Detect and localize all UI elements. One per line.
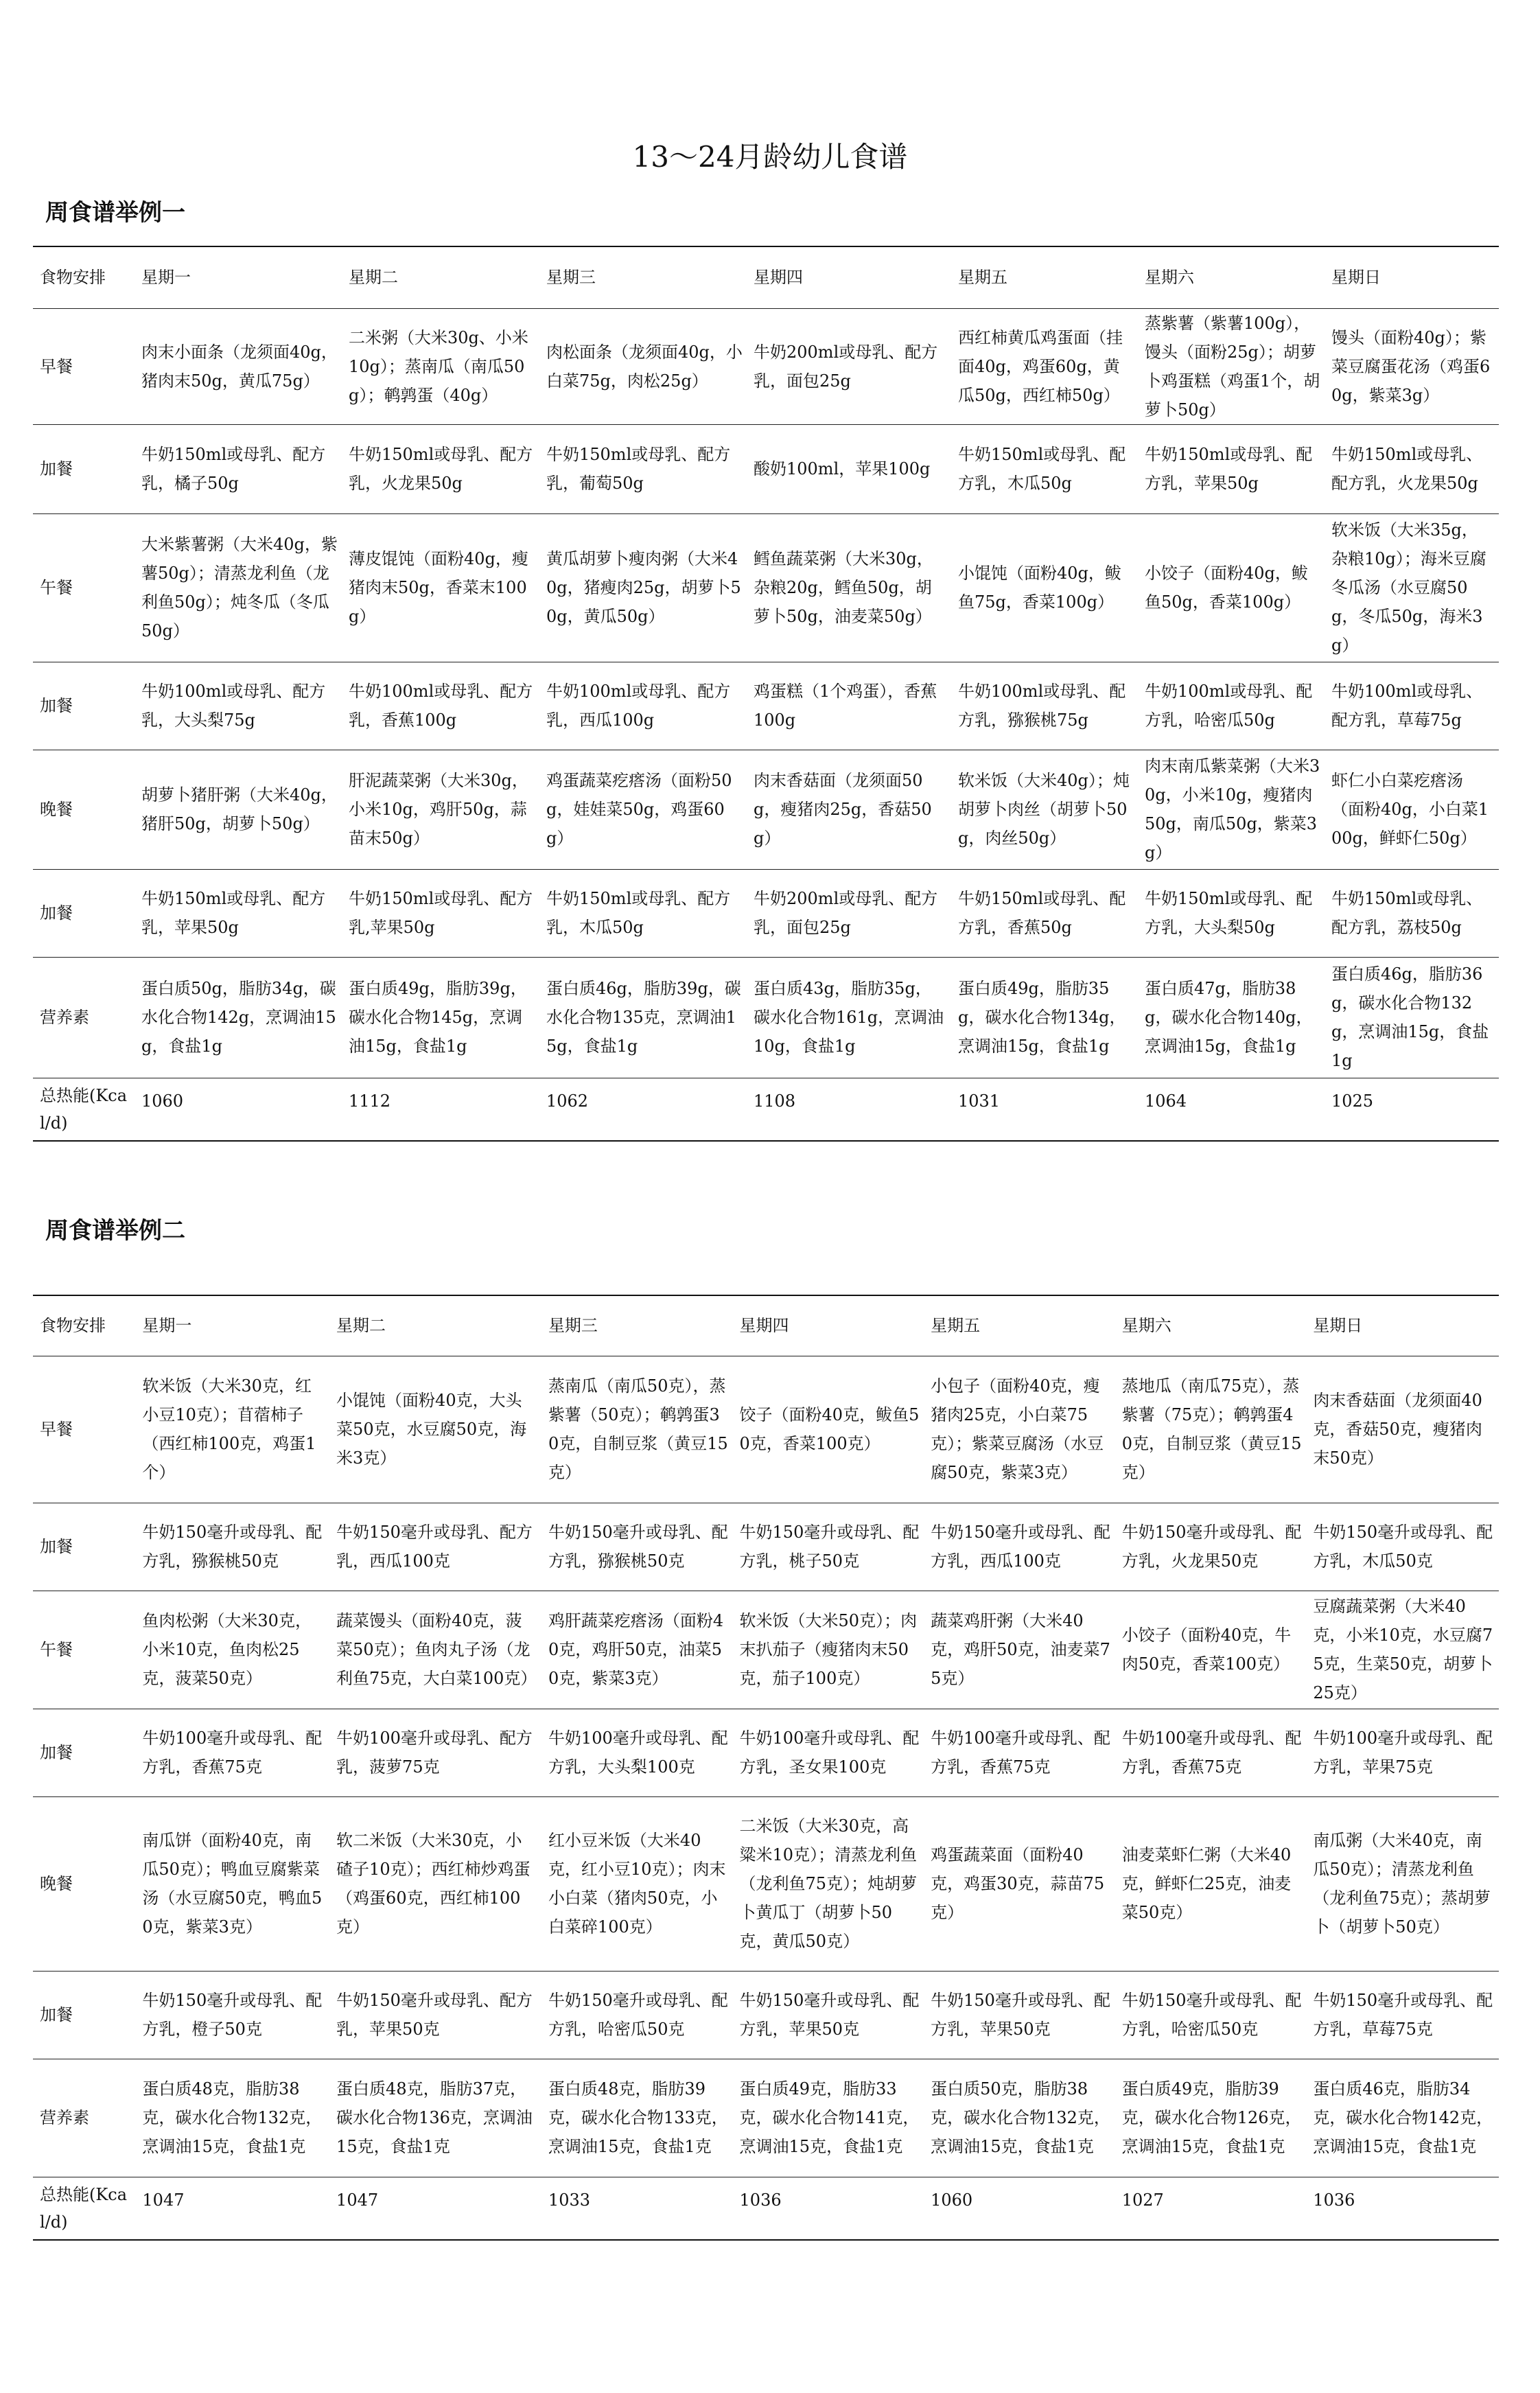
meal-label: 午餐 (40, 578, 73, 597)
header-day-4: 星期四 (754, 268, 803, 288)
table-row (33, 1356, 1499, 1503)
table-row (33, 2177, 1499, 2240)
table-row (33, 2059, 1499, 2177)
meal-label: 晚餐 (40, 1874, 73, 1893)
menu-cell: 牛奶150毫升或母乳、配方乳，草莓75克 (1313, 1991, 1493, 2039)
table-row (33, 1503, 1499, 1591)
meal-label: 加餐 (40, 903, 73, 923)
menu-cell: 西红柿黄瓜鸡蛋面（挂面40g，鸡蛋60g，黄瓜50g，西红柿50g） (958, 327, 1123, 405)
menu-cell: 蛋白质50g，脂肪34g，碳水化合物142g，烹调油15g，食盐1g (141, 979, 336, 1056)
menu-cell: 小饺子（面粉40克，牛肉50克，香菜100克） (1121, 1626, 1292, 1674)
table-row (33, 957, 1499, 1078)
section-title-1: 周食谱举例一 (45, 199, 185, 227)
menu-cell: 蛋白质46g，脂肪36g，碳水化合物132g，烹调油15g，食盐1g (1331, 964, 1489, 1070)
menu-cell: 牛奶150毫升或母乳、配方乳，猕猴桃50克 (142, 1523, 323, 1571)
header-day-7: 星期日 (1313, 1316, 1363, 1336)
menu-cell: 大米紫薯粥（大米40g，紫薯50g）；清蒸龙利鱼（龙利鱼50g）；炖冬瓜（冬瓜50g） (141, 535, 338, 640)
meal-label: 营养素 (40, 1008, 89, 1027)
header-day-5: 星期五 (958, 268, 1007, 288)
menu-cell: 1027 (1121, 2190, 1164, 2210)
menu-cell: 鸡蛋糕（1个鸡蛋），香蕉100g (754, 682, 937, 730)
menu-cell: 牛奶100ml或母乳、配方乳，猕猴桃75g (958, 682, 1126, 730)
menu-cell: 1036 (1313, 2190, 1355, 2210)
header-day-7: 星期日 (1331, 268, 1381, 288)
menu-cell: 牛奶150毫升或母乳、配方乳，哈密瓜50克 (548, 1991, 728, 2039)
menu-cell: 鳕鱼蔬菜粥（大米30g，杂粮20g，鳕鱼50g，胡萝卜50g，油麦菜50g） (754, 549, 933, 626)
menu-cell: 牛奶150ml或母乳、配方乳，香蕉50g (958, 889, 1126, 937)
menu-cell: 牛奶150ml或母乳、配方乳，葡萄50g (546, 445, 731, 493)
menu-cell: 牛奶100毫升或母乳、配方乳，菠萝75克 (336, 1729, 533, 1777)
table-row (33, 1709, 1499, 1796)
menu-cell: 蔬菜馒头（面粉40克，菠菜50克）；鱼肉丸子汤（龙利鱼75克，大白菜100克） (336, 1611, 537, 1688)
menu-cell: 软米饭（大米50克）；肉末扒茄子（瘦猪肉末50克，茄子100克） (739, 1611, 918, 1688)
menu-cell: 蛋白质43g，脂肪35g，碳水化合物161g，烹调油10g，食盐1g (754, 979, 944, 1056)
meal-label: 加餐 (40, 696, 73, 715)
menu-cell: 虾仁小白菜疙瘩汤（面粉40g，小白菜100g，鲜虾仁50g） (1331, 771, 1489, 848)
menu-cell: 牛奶100毫升或母乳、配方乳，圣女果100克 (739, 1729, 920, 1777)
meal-label: 加餐 (40, 459, 73, 478)
menu-cell: 1047 (336, 2190, 379, 2210)
menu-cell: 蛋白质48克，脂肪38克，碳水化合物132克，烹调油15克，食盐1克 (142, 2079, 323, 2156)
menu-cell: 蛋白质49克，脂肪39克，碳水化合物126克，烹调油15克，食盐1克 (1121, 2079, 1302, 2156)
meal-label: 加餐 (40, 1743, 73, 1762)
table-row (33, 1971, 1499, 2059)
menu-cell: 1025 (1331, 1091, 1374, 1111)
menu-cell: 牛奶150毫升或母乳、配方乳，猕猴桃50克 (548, 1523, 728, 1571)
menu-cell: 软米饭（大米30克，红小豆10克）；苜蓿柿子（西红柿100克，鸡蛋1个） (142, 1376, 316, 1482)
menu-cell: 南瓜粥（大米40克，南瓜50克）；清蒸龙利鱼（龙利鱼75克）；蒸胡萝卜（胡萝卜50克） (1313, 1831, 1491, 1937)
table-row (33, 750, 1499, 869)
header-day-2: 星期二 (336, 1316, 386, 1336)
menu-cell: 蛋白质48克，脂肪39克，碳水化合物133克，烹调油15克，食盐1克 (548, 2079, 728, 2156)
menu-cell: 酸奶100ml，苹果100g (754, 459, 931, 478)
menu-cell: 小馄饨（面粉40g，鲅鱼75g，香菜100g） (958, 564, 1121, 612)
menu-cell: 牛奶200ml或母乳、配方乳，面包25g (754, 889, 938, 937)
menu-cell: 油麦菜虾仁粥（大米40克，鲜虾仁25克，油麦菜50克） (1121, 1845, 1292, 1922)
menu-cell: 牛奶150毫升或母乳、配方乳，橙子50克 (142, 1991, 323, 2039)
menu-cell: 蒸南瓜（南瓜50克），蒸紫薯（50克）；鹌鹑蛋30克，自制豆浆（黄豆15克） (548, 1376, 728, 1482)
menu-cell: 1108 (754, 1091, 796, 1111)
menu-cell: 牛奶150毫升或母乳、配方乳，西瓜100克 (931, 1523, 1110, 1571)
menu-cell: 软米饭（大米35g，杂粮10g）；海米豆腐冬瓜汤（水豆腐50g，冬瓜50g，海米3g） (1331, 520, 1486, 655)
table-row (33, 308, 1499, 424)
menu-cell: 肉松面条（龙须面40g，小白菜75g，肉松25g） (546, 342, 743, 391)
menu-cell: 鸡蛋蔬菜疙瘩汤（面粉50g，娃娃菜50g，鸡蛋60g） (546, 771, 732, 848)
table-header-row (33, 246, 1499, 308)
menu-cell: 牛奶100ml或母乳、配方乳，香蕉100g (349, 682, 533, 730)
table-row (33, 424, 1499, 513)
menu-cell: 饺子（面粉40克，鲅鱼50克，香菜100克） (739, 1405, 920, 1453)
menu-cell: 牛奶150毫升或母乳、配方乳，苹果50克 (931, 1991, 1110, 2039)
menu-cell: 蔬菜鸡肝粥（大米40克，鸡肝50克，油麦菜75克） (931, 1611, 1110, 1688)
menu-cell: 鱼肉松粥（大米30克，小米10克，鱼肉松25克，菠菜50克） (142, 1611, 312, 1688)
menu-cell: 牛奶150ml或母乳、配方乳，大头梨50g (1145, 889, 1313, 937)
table-row (33, 869, 1499, 957)
header-day-1: 星期一 (142, 1316, 192, 1336)
menu-cell: 蒸紫薯（紫薯100g），馒头（面粉25g）；胡萝卜鸡蛋糕（鸡蛋1个，胡萝卜50g） (1145, 313, 1320, 419)
menu-cell: 小包子（面粉40克，瘦猪肉25克，小白菜75克）；紫菜豆腐汤（水豆腐50克，紫菜3克） (931, 1376, 1104, 1482)
meal-label: 总热能(Kcal/d) (40, 2184, 128, 2232)
menu-cell: 1062 (546, 1091, 589, 1111)
menu-cell: 蛋白质48克，脂肪37克，碳水化合物136克，烹调油15克，食盐1克 (336, 2079, 533, 2156)
menu-cell: 二米饭（大米30克，高粱米10克）；清蒸龙利鱼（龙利鱼75克）；炖胡萝卜黄瓜丁（胡萝卜50克，黄瓜50克） (739, 1816, 918, 1951)
header-food-arrangement: 食物安排 (40, 268, 106, 288)
menu-cell: 肝泥蔬菜粥（大米30g，小米10g，鸡肝50g，蒜苗末50g） (349, 771, 528, 848)
menu-cell: 牛奶150毫升或母乳、配方乳，哈密瓜50克 (1121, 1991, 1302, 2039)
menu-cell: 牛奶100毫升或母乳、配方乳，苹果75克 (1313, 1729, 1493, 1777)
menu-cell: 黄瓜胡萝卜瘦肉粥（大米40g，猪瘦肉25g，胡萝卜50g，黄瓜50g） (546, 549, 741, 626)
header-day-3: 星期三 (546, 268, 596, 288)
menu-cell: 鸡蛋蔬菜面（面粉40克，鸡蛋30克，蒜苗75克） (931, 1845, 1105, 1922)
menu-cell: 牛奶100毫升或母乳、配方乳，香蕉75克 (1121, 1729, 1302, 1777)
meal-label: 晚餐 (40, 800, 73, 819)
section-title-2: 周食谱举例二 (45, 1217, 185, 1245)
header-day-6: 星期六 (1121, 1316, 1171, 1336)
menu-cell: 牛奶150毫升或母乳、配方乳，桃子50克 (739, 1523, 920, 1571)
menu-cell: 1047 (142, 2190, 185, 2210)
menu-cell: 1033 (548, 2190, 591, 2210)
menu-cell: 蛋白质46g，脂肪39g，碳水化合物135克，烹调油15g，食盐1g (546, 979, 741, 1056)
menu-cell: 馒头（面粉40g）；紫菜豆腐蛋花汤（鸡蛋60g，紫菜3g） (1331, 327, 1491, 405)
menu-cell: 牛奶100ml或母乳、配方乳，草莓75g (1331, 682, 1483, 730)
header-day-2: 星期二 (349, 268, 398, 288)
menu-cell: 牛奶150ml或母乳、配方乳，橘子50g (141, 445, 326, 493)
menu-cell: 肉末小面条（龙须面40g，猪肉末50g，黄瓜75g） (141, 342, 338, 391)
menu-cell: 牛奶100ml或母乳、配方乳，西瓜100g (546, 682, 731, 730)
meal-label: 总热能(Kcal/d) (40, 1085, 128, 1133)
menu-cell: 软米饭（大米40g）；炖胡萝卜肉丝（胡萝卜50g，肉丝50g） (958, 771, 1130, 848)
meal-label: 午餐 (40, 1640, 73, 1659)
table-row (33, 1796, 1499, 1971)
table-row (33, 662, 1499, 750)
menu-cell: 蛋白质49克，脂肪33克，碳水化合物141克，烹调油15克，食盐1克 (739, 2079, 920, 2156)
header-day-5: 星期五 (931, 1316, 981, 1336)
menu-cell: 牛奶150ml或母乳、配方乳，荔枝50g (1331, 889, 1483, 937)
table-row (33, 513, 1499, 662)
menu-cell: 牛奶150毫升或母乳、配方乳，木瓜50克 (1313, 1523, 1493, 1571)
menu-cell: 胡萝卜猪肝粥（大米40g，猪肝50g，胡萝卜50g） (141, 785, 338, 833)
menu-cell: 软二米饭（大米30克，小碴子10克）；西红柿炒鸡蛋（鸡蛋60克，西红柿100克） (336, 1831, 530, 1937)
menu-cell: 蛋白质47g，脂肪38g，碳水化合物140g，烹调油15g，食盐1g (1145, 979, 1313, 1056)
meal-label: 早餐 (40, 356, 73, 376)
menu-cell: 1064 (1145, 1091, 1187, 1111)
menu-cell: 1112 (349, 1091, 391, 1111)
menu-cell: 蛋白质46克，脂肪34克，碳水化合物142克，烹调油15克，食盐1克 (1313, 2079, 1493, 2156)
meal-label: 加餐 (40, 2005, 73, 2024)
menu-cell: 肉末香菇面（龙须面50g，瘦猪肉25g，香菇50g） (754, 771, 932, 848)
menu-cell: 牛奶150ml或母乳、配方乳,苹果50g (349, 889, 533, 937)
menu-cell: 红小豆米饭（大米40克，红小豆10克）；肉末小白菜（猪肉50克，小白菜碎100克） (548, 1831, 726, 1937)
menu-cell: 牛奶150毫升或母乳、配方乳，火龙果50克 (1121, 1523, 1302, 1571)
meal-label: 营养素 (40, 2108, 89, 2127)
header-day-6: 星期六 (1145, 268, 1194, 288)
menu-cell: 薄皮馄饨（面粉40g，瘦猪肉末50g，香菜末100g） (349, 549, 528, 626)
meal-label: 加餐 (40, 1537, 73, 1556)
menu-cell: 牛奶150ml或母乳、配方乳，火龙果50g (1331, 445, 1483, 493)
weekly-menu-table-2 (33, 1295, 1499, 2241)
table-row (33, 1591, 1499, 1709)
menu-cell: 蒸地瓜（南瓜75克），蒸紫薯（75克）；鹌鹑蛋40克，自制豆浆（黄豆15克） (1121, 1376, 1302, 1482)
table-row (33, 1078, 1499, 1141)
header-day-4: 星期四 (739, 1316, 789, 1336)
menu-cell: 蛋白质49g，脂肪39g，碳水化合物145g，烹调油15g，食盐1g (349, 979, 527, 1056)
header-food-arrangement: 食物安排 (40, 1316, 106, 1336)
menu-cell: 小饺子（面粉40g，鲅鱼50g，香菜100g） (1145, 564, 1308, 612)
meal-label: 早餐 (40, 1420, 73, 1439)
menu-cell: 蛋白质49g，脂肪35g，碳水化合物134g，烹调油15g，食盐1g (958, 979, 1126, 1056)
menu-cell: 牛奶150ml或母乳、配方乳，木瓜50g (958, 445, 1126, 493)
menu-cell: 二米粥（大米30g、小米10g）；蒸南瓜（南瓜50g）；鹌鹑蛋（40g） (349, 327, 528, 405)
menu-cell: 牛奶150毫升或母乳、配方乳，苹果50克 (739, 1991, 920, 2039)
menu-cell: 1031 (958, 1091, 1001, 1111)
menu-cell: 小馄饨（面粉40克，大头菜50克，水豆腐50克，海米3克） (336, 1391, 527, 1468)
menu-cell: 牛奶100ml或母乳、配方乳，哈密瓜50g (1145, 682, 1313, 730)
menu-cell: 1036 (739, 2190, 782, 2210)
menu-cell: 肉末南瓜紫菜粥（大米30g，小米10g，瘦猪肉50g，南瓜50g，紫菜3g） (1145, 756, 1320, 862)
menu-cell: 1060 (141, 1091, 184, 1111)
menu-cell: 牛奶150ml或母乳、配方乳，火龙果50g (349, 445, 533, 493)
menu-cell: 牛奶150毫升或母乳、配方乳，苹果50克 (336, 1991, 533, 2039)
menu-cell: 牛奶100ml或母乳、配方乳，大头梨75g (141, 682, 326, 730)
weekly-menu-table-1 (33, 246, 1499, 1142)
menu-cell: 牛奶100毫升或母乳、配方乳，香蕉75克 (931, 1729, 1110, 1777)
header-day-3: 星期三 (548, 1316, 598, 1336)
menu-cell: 豆腐蔬菜粥（大米40克，小米10克，水豆腐75克，生菜50克，胡萝卜25克） (1313, 1597, 1493, 1702)
menu-cell: 牛奶150ml或母乳、配方乳，苹果50g (1145, 445, 1313, 493)
menu-cell: 蛋白质50克，脂肪38克，碳水化合物132克，烹调油15克，食盐1克 (931, 2079, 1110, 2156)
menu-cell: 肉末香菇面（龙须面40克，香菇50克，瘦猪肉末50克） (1313, 1391, 1482, 1468)
menu-cell: 牛奶100毫升或母乳、配方乳，香蕉75克 (142, 1729, 323, 1777)
menu-cell: 南瓜饼（面粉40克，南瓜50克）；鸭血豆腐紫菜汤（水豆腐50克，鸭血50克，紫菜3克） (142, 1831, 323, 1937)
menu-cell: 牛奶150ml或母乳、配方乳，苹果50g (141, 889, 326, 937)
page-title: 13～24月龄幼儿食谱 (632, 140, 908, 174)
menu-cell: 鸡肝蔬菜疙瘩汤（面粉40克，鸡肝50克，油菜50克，紫菜3克） (548, 1611, 724, 1688)
header-day-1: 星期一 (141, 268, 191, 288)
menu-cell: 牛奶200ml或母乳、配方乳，面包25g (754, 342, 938, 391)
menu-cell: 牛奶150ml或母乳、配方乳，木瓜50g (546, 889, 731, 937)
menu-cell: 牛奶150毫升或母乳、配方乳，西瓜100克 (336, 1523, 533, 1571)
menu-cell: 牛奶100毫升或母乳、配方乳，大头梨100克 (548, 1729, 728, 1777)
menu-cell: 1060 (931, 2190, 973, 2210)
table-header-row (33, 1295, 1499, 1356)
